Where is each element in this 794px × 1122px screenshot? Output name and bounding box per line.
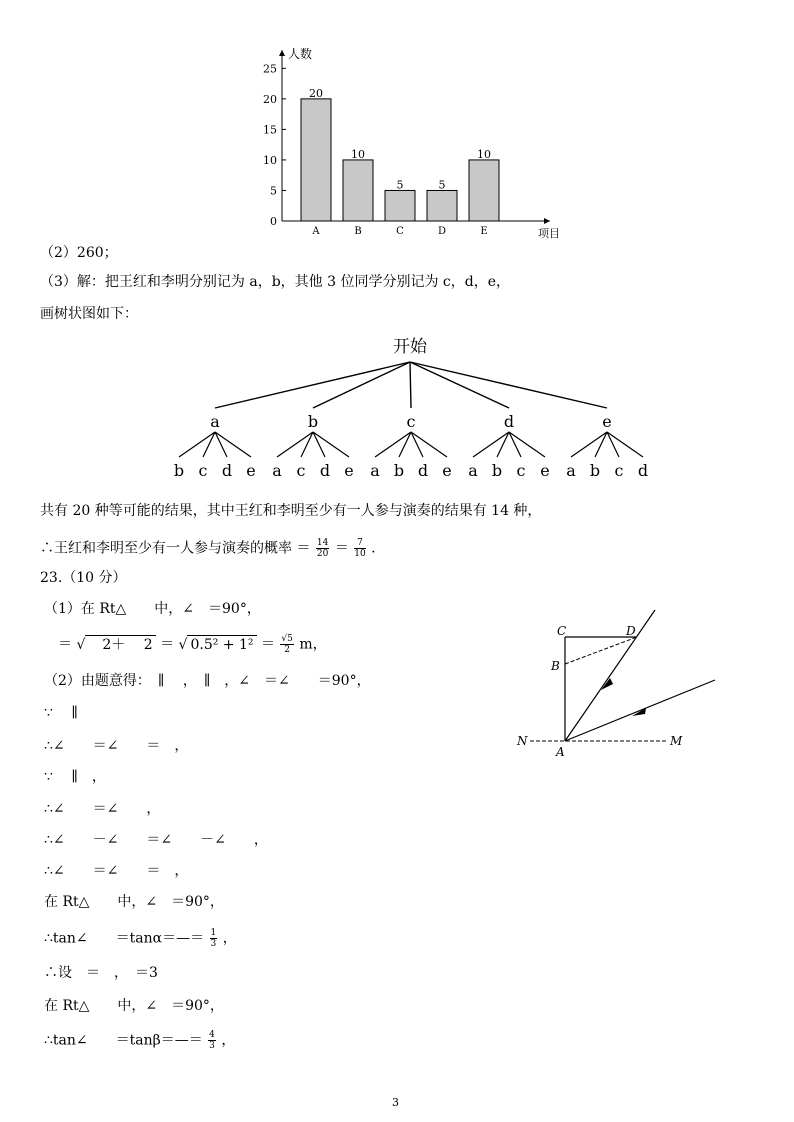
tree-leaf-d: d [417,461,429,480]
frac-den: 20 [316,549,329,559]
tree-leaf-e: e [344,461,354,480]
math-line-12: ∴设 ＝ ， ＝3 [44,965,158,981]
frac-den: 3 [209,1041,215,1051]
equals: ＝ [160,636,175,653]
fraction-14-20 [316,538,329,559]
tree-leaf-d: d [637,461,649,480]
tree-branch [410,362,411,408]
fraction-1-3 [210,928,218,949]
tree-leaf-c: c [614,461,624,480]
bar-value-label: 5 [438,178,446,192]
tree-leaf-a: a [272,461,282,480]
tree-node-e: e [602,412,612,431]
tree-node-b: b [307,412,319,431]
tree-leaf-a: a [370,461,380,480]
label-a: A [556,745,565,759]
tree-leaf-b: b [173,461,185,480]
bar-chart [255,40,565,240]
sqrt-expression-1: √ 2＋ 2 [76,635,155,654]
segment-ma-ray [565,680,715,741]
probability-text: ∴王红和李明至少有一人参与演奏的概率 ＝ [40,540,311,557]
tree-leaf-c: c [198,461,208,480]
tree-root-label: 开始 [393,337,427,357]
sqrt-content: 2＋ 2 [85,635,155,654]
tree-branch [410,362,509,408]
unit: m， [299,636,327,653]
question-23-header: 23.（10 分） [40,570,127,586]
math-line-4: ∵ ∥ [44,705,78,721]
y-tick-label: 25 [263,62,277,76]
tree-branch [215,362,410,408]
math-line-6: ∵ ∥ ， [44,769,106,785]
answer-part3: （3）解：把王红和李明分别记为 a，b，其他 3 位同学分别记为 c，d，e， [40,274,511,290]
frac-den: 2 [284,645,290,655]
math-line-1: （1）在 Rt△ 中，∠ ＝90°， [44,601,261,617]
frac-num: 1 [210,928,217,938]
math-line-11 [44,928,237,949]
period: . [371,540,376,557]
x-tick-label: B [354,226,362,237]
segment-bd-dashed [565,637,637,664]
bar-E [469,160,499,221]
tree-leaf-b: b [491,461,503,480]
label-c: C [557,624,567,638]
math-line-2 [58,634,327,655]
math-line-3: （2）由题意得： ∥ ， ∥ ，∠ ＝∠ ＝90°， [44,673,371,689]
tree-leaf-e: e [246,461,256,480]
tree-leaf-d: d [221,461,233,480]
x-tick-label: E [480,226,488,237]
bar-value-label: 5 [396,178,404,192]
frac-den: 10 [354,549,366,559]
arrow-left-icon [632,708,646,716]
frac-num: √5 [281,634,293,644]
frac-num: 4 [209,1030,215,1040]
segment-ad-ray [565,610,655,741]
math-line-13: 在 Rt△ 中，∠ ＝90°， [44,998,224,1014]
x-axis-label: 项目 [538,227,560,240]
bar-A [301,99,331,221]
fraction-7-10 [354,538,365,559]
bar-B [343,160,373,221]
answer-part2: （2）260； [40,245,118,261]
frac-num: 7 [354,538,365,549]
tree-branch [410,362,607,408]
math-line-8: ∴∠ －∠ ＝∠ －∠ ， [44,832,268,848]
tree-leaf-b: b [393,461,405,480]
y-tick-label: 10 [263,153,277,167]
label-n: N [517,734,528,748]
y-axis-arrow-icon [279,50,285,56]
page-number: 3 [392,1096,399,1109]
bar-D [427,190,457,221]
y-tick-label: 15 [263,123,277,137]
x-tick-label: A [312,226,320,237]
tree-leaf-e: e [442,461,452,480]
tree-branch [313,362,410,408]
bar-value-label: 20 [309,86,323,100]
label-b: B [551,659,560,673]
tree-leaf-d: d [319,461,331,480]
math-line-7: ∴∠ ＝∠ ， [44,801,161,817]
bar-C [385,190,415,221]
comma: ， [222,930,237,947]
tree-leaf-b: b [589,461,601,480]
frac-den: 3 [210,939,217,949]
bar-value-label: 10 [351,147,365,161]
sqrt-expression-2: √ 0.5² + 1² [179,635,257,654]
tree-node-a: a [210,412,220,431]
math-line-9: ∴∠ ＝∠ ＝ ， [44,863,189,879]
probability-line [40,538,376,559]
math-line-5: ∴∠ ＝∠ ＝ ， [44,738,189,754]
tree-leaf-a: a [566,461,576,480]
tan-expression: ∴tan∠ ＝tanα＝—＝ [44,930,205,947]
frac-num: 14 [316,538,329,548]
equals: ＝ [58,636,72,653]
fraction-sqrt5-2 [280,634,293,655]
tree-leaf-e: e [540,461,550,480]
comma: ， [221,1032,236,1049]
y-tick-label: 0 [270,215,277,228]
result-count: 共有 20 种等可能的结果，其中王红和李明至少有一人参与演奏的结果有 14 种， [40,503,542,519]
geometry-figure [500,600,730,760]
tan-expression: ∴tan∠ ＝tanβ＝—＝ [44,1032,203,1049]
x-axis-arrow-icon [544,218,550,224]
tree-leaf-a: a [468,461,478,480]
label-m: M [670,734,683,748]
tree-node-c: c [406,412,416,431]
y-tick-label: 20 [263,92,277,106]
equals: ＝ [260,636,275,653]
tree-leaf-c: c [296,461,306,480]
tree-node-d: d [503,412,515,431]
math-line-14 [44,1030,235,1051]
label-d: D [626,624,636,638]
y-axis-label: 人数 [288,47,313,61]
sqrt-content: 0.5² + 1² [187,635,256,654]
x-tick-label: C [396,226,404,237]
fraction-4-3 [208,1030,216,1051]
x-tick-label: D [437,226,447,237]
tree-intro: 画树状图如下： [40,306,138,322]
bar-value-label: 10 [477,147,491,161]
math-line-10: 在 Rt△ 中，∠ ＝90°， [44,894,224,910]
tree-leaf-c: c [516,461,526,480]
y-tick-label: 5 [270,184,277,198]
equals: ＝ [334,540,349,557]
tree-diagram [160,330,660,490]
